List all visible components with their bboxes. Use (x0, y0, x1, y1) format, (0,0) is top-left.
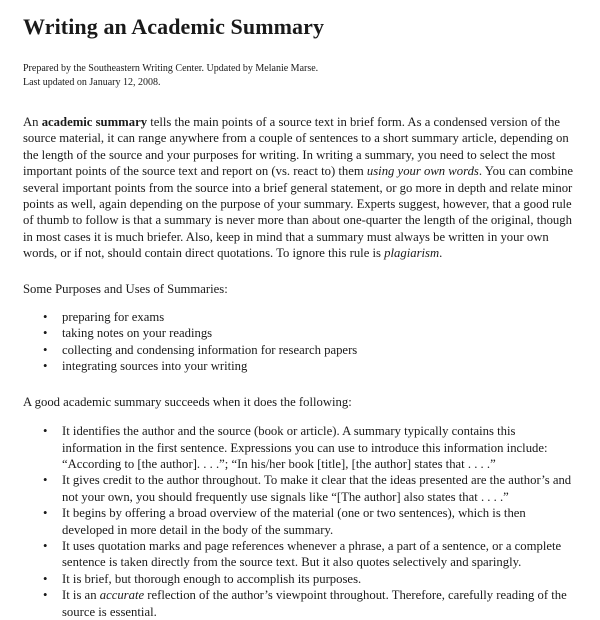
list-item-text-1: It is an (62, 588, 100, 603)
intro-text-3: . You can combine several important points from the source into a brief general statement, or go more in depth and relate minor points as well, again depending on the purpose of your summary. Experts suggest, however, that a good rule of thumb to follow is that a summary is never more than about one-quarter the length of the original, though in most cases it is much briefer. Also, keep in mind that a summary must always be written in your own words, or if not, should contain direct quotations. To ignore this rule is (23, 164, 573, 261)
intro-italic-own-words: using your own words (366, 164, 479, 179)
bullet-icon: • (43, 310, 48, 325)
succeeds-bullet-list (23, 423, 576, 620)
byline (23, 62, 576, 89)
bullet-icon: • (43, 538, 48, 553)
bullet-icon: • (43, 342, 48, 357)
succeeds-section-lead: A good academic summary succeeds when it does the following: (23, 394, 352, 409)
intro-paragraph (23, 114, 576, 262)
list-item (23, 325, 576, 341)
list-item-label: It uses quotation marks and page references whenever a phrase, a part of a sentence, or a complete sentence is taken directly from the source text. But it also quotes selectively and sparingly. (62, 538, 562, 570)
list-item-label: taking notes on your readings (62, 326, 213, 341)
list-item-italic-accurate: accurate (99, 588, 145, 603)
bullet-icon: • (43, 473, 48, 488)
intro-text-2: tells the main points of a source text in brief form. As a condensed version of the source material, it can range anywhere from a couple of sentences to a short summary article, depending on the length of the source and your purposes for writing. In writing a summary, you need to select the most important points of the source text and report on (vs. react to) them (23, 115, 569, 179)
list-item (23, 472, 576, 505)
list-item-label: integrating sources into your writing (62, 359, 248, 374)
list-item-label: collecting and condensing information for research papers (62, 342, 358, 357)
list-item-label: It gives credit to the author throughout. To make it clear that the ideas presented are the author’s and not your own, you should frequently use signals like “[The author] also states that . . . .” (62, 473, 572, 504)
list-item-label: It is brief, but thorough enough to accomplish its purposes. (62, 571, 362, 586)
bullet-icon: • (43, 506, 48, 521)
intro-text-4: . (439, 246, 443, 261)
list-item-label: preparing for exams (62, 310, 165, 325)
page-title: Writing an Academic Summary (23, 14, 325, 39)
list-item (23, 587, 576, 620)
list-item (23, 309, 576, 325)
list-item (23, 538, 576, 571)
purposes-bullet-list (23, 309, 576, 375)
list-item (23, 571, 576, 587)
bullet-icon: • (43, 359, 48, 374)
byline-line-2: Last updated on January 12, 2008. (23, 76, 161, 88)
intro-text-1: An (23, 115, 42, 129)
byline-line-1: Prepared by the Southeastern Writing Center. Updated by Melanie Marse. (23, 63, 319, 74)
bullet-icon: • (43, 326, 48, 341)
purposes-section-lead: Some Purposes and Uses of Summaries: (23, 281, 228, 296)
bullet-icon: • (43, 571, 48, 586)
list-item (23, 423, 576, 472)
bullet-icon: • (43, 424, 48, 439)
list-item (23, 358, 576, 374)
list-item (23, 342, 576, 358)
list-item (23, 505, 576, 538)
list-item-label: It identifies the author and the source (book or article). A summary typically contains this information in the first sentence. Expressions you can use to introduce this information include: “According to [the author]. . . .”; “In his/her book [title], [the author] states that . . . .” (62, 424, 548, 471)
intro-italic-plagiarism: plagiarism (384, 246, 440, 261)
list-item-label: It begins by offering a broad overview of the material (one or two sentences), which is then developed in more detail in the body of the summary. (62, 506, 526, 537)
intro-bold-academic-summary: academic summary (41, 115, 148, 129)
list-item-text-2: reflection of the author’s viewpoint throughout. Therefore, carefully reading of the source is essential. (62, 588, 567, 619)
bullet-icon: • (43, 588, 48, 603)
